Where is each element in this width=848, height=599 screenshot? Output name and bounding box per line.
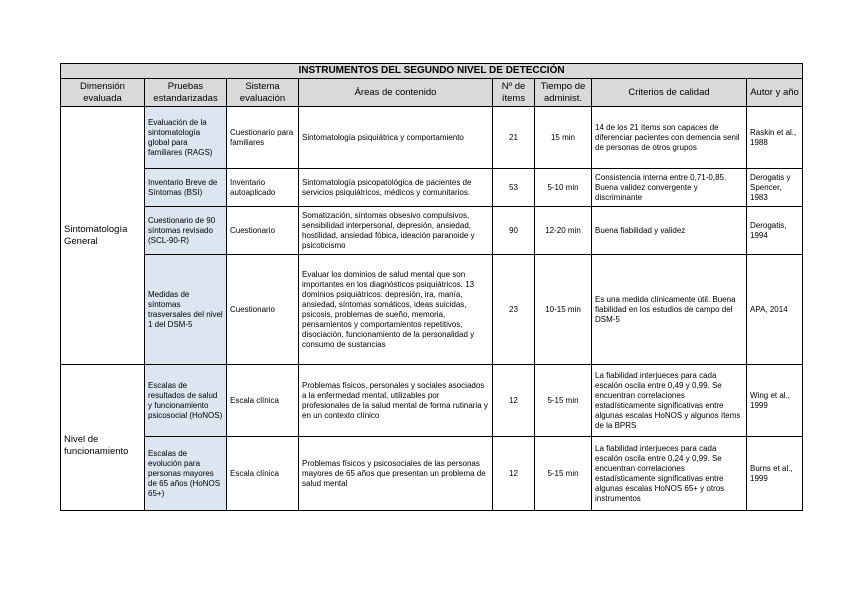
- title-row: [61, 64, 803, 79]
- items-cell: 12: [493, 365, 535, 437]
- autor-cell: Burns et al., 1999: [747, 437, 803, 511]
- instruments-table: [60, 63, 803, 511]
- autor-cell: Raskin et al., 1988: [747, 107, 803, 169]
- tiempo-cell: 15 min: [535, 107, 592, 169]
- header-row: [61, 79, 803, 107]
- areas-cell: Sintomatología psiquiátrica y comportamiento: [299, 107, 493, 169]
- areas-cell: Problemas físicos, personales y sociales asociados a la enfermedad mental, utilizables por profesionales de la salud mental de forma rutinaria y en un contexto clínico: [299, 365, 493, 437]
- dimension-cell: Nivel de funcionamiento: [61, 365, 145, 511]
- header-dimension: Dimensión evaluada: [61, 79, 145, 107]
- autor-cell: APA, 2014: [747, 255, 803, 365]
- prueba-cell: Escalas de resultados de salud y funcionamiento psicosocial (HoNOS): [145, 365, 227, 437]
- table-row: [61, 107, 803, 169]
- sistema-cell: Cuestionario: [227, 207, 299, 255]
- table-row: [61, 365, 803, 437]
- header-criterios: Criterios de calidad: [592, 79, 747, 107]
- tiempo-cell: 5-15 min: [535, 365, 592, 437]
- areas-cell: Sintomatología psicopatológica de pacientes de servicios psiquiátricos, médicos y comunitarios.: [299, 169, 493, 207]
- criterios-cell: La fiabilidad interjueces para cada escalón oscila entre 0,24 y 0,99. Se encuentran correlaciones estadísticamente significativas entre algunas escalas HoNOS 65+ y otros instrumentos: [592, 437, 747, 511]
- table-row: [61, 255, 803, 365]
- tiempo-cell: 10-15 min: [535, 255, 592, 365]
- items-cell: 12: [493, 437, 535, 511]
- items-cell: 90: [493, 207, 535, 255]
- autor-cell: Derogatis y Spencer, 1983: [747, 169, 803, 207]
- header-areas: Áreas de contenido: [299, 79, 493, 107]
- sistema-cell: Inventario autoaplicado: [227, 169, 299, 207]
- prueba-cell: Medidas de síntomas trasversales del nivel 1 del DSM-5: [145, 255, 227, 365]
- criterios-cell: 14 de los 21 ítems son capaces de diferenciar pacientes con demencia senil de personas de otros grupos: [592, 107, 747, 169]
- items-cell: 53: [493, 169, 535, 207]
- sistema-cell: Escala clínica: [227, 437, 299, 511]
- autor-cell: Derogatis, 1994: [747, 207, 803, 255]
- prueba-cell: Evaluación de la sintomatología global para familiares (RAGS): [145, 107, 227, 169]
- areas-cell: Somatización, síntomas obsesivo compulsivos, sensibilidad interpersonal, depresión, ansiedad, hostilidad, ansiedad fóbica, ideación paranoide y psicoticismo: [299, 207, 493, 255]
- tiempo-cell: 5-10 min: [535, 169, 592, 207]
- tiempo-cell: 5-15 min: [535, 437, 592, 511]
- criterios-cell: Consistencia interna entre 0,71-0,85. Buena validez convergente y discriminante: [592, 169, 747, 207]
- criterios-cell: Es una medida clínicamente útil. Buena fiabilidad en los estudios de campo del DSM-5: [592, 255, 747, 365]
- items-cell: 23: [493, 255, 535, 365]
- table-row: [61, 207, 803, 255]
- items-cell: 21: [493, 107, 535, 169]
- header-autor: Autor y año: [747, 79, 803, 107]
- table-row: [61, 437, 803, 511]
- tiempo-cell: 12-20 min: [535, 207, 592, 255]
- autor-cell: Wing et al., 1999: [747, 365, 803, 437]
- prueba-cell: Inventario Breve de Síntomas (BSI): [145, 169, 227, 207]
- sistema-cell: Cuestionario: [227, 255, 299, 365]
- table-row: [61, 169, 803, 207]
- prueba-cell: Escalas de evolución para personas mayores de 65 años (HoNOS 65+): [145, 437, 227, 511]
- criterios-cell: Buena fiabilidad y validez: [592, 207, 747, 255]
- table-title: INSTRUMENTOS DEL SEGUNDO NIVEL DE DETECCIÓN: [61, 64, 803, 79]
- header-pruebas: Pruebas estandarizadas: [145, 79, 227, 107]
- areas-cell: Evaluar los dominios de salud mental que son importantes en los diagnósticos psiquiátricos. 13 dominios psiquiátricos: depresión, ira, manía, ansiedad, síntomas somáticos, ideas suicidas, psicosis, problemas de sueño, memoria, pensamientos y comportamientos repetitivos, disociación, funcionamiento de la personalidad y consumo de sustancias: [299, 255, 493, 365]
- header-sistema: Sistema evaluación: [227, 79, 299, 107]
- prueba-cell: Cuestionario de 90 síntomas revisado (SCL-90-R): [145, 207, 227, 255]
- header-tiempo: Tiempo de administ.: [535, 79, 592, 107]
- header-items: Nº de ítems: [493, 79, 535, 107]
- sistema-cell: Escala clínica: [227, 365, 299, 437]
- criterios-cell: La fiabilidad interjueces para cada escalón oscila entre 0,49 y 0,99. Se encuentran correlaciones estadísticamente significativas entre algunas escalas HoNOS y algunos ítems de la BPRS: [592, 365, 747, 437]
- sistema-cell: Cuestionario para familiares: [227, 107, 299, 169]
- dimension-cell: Sintomatología General: [61, 107, 145, 365]
- areas-cell: Problemas físicos y psicosociales de las personas mayores de 65 años que presentan un problema de salud mental: [299, 437, 493, 511]
